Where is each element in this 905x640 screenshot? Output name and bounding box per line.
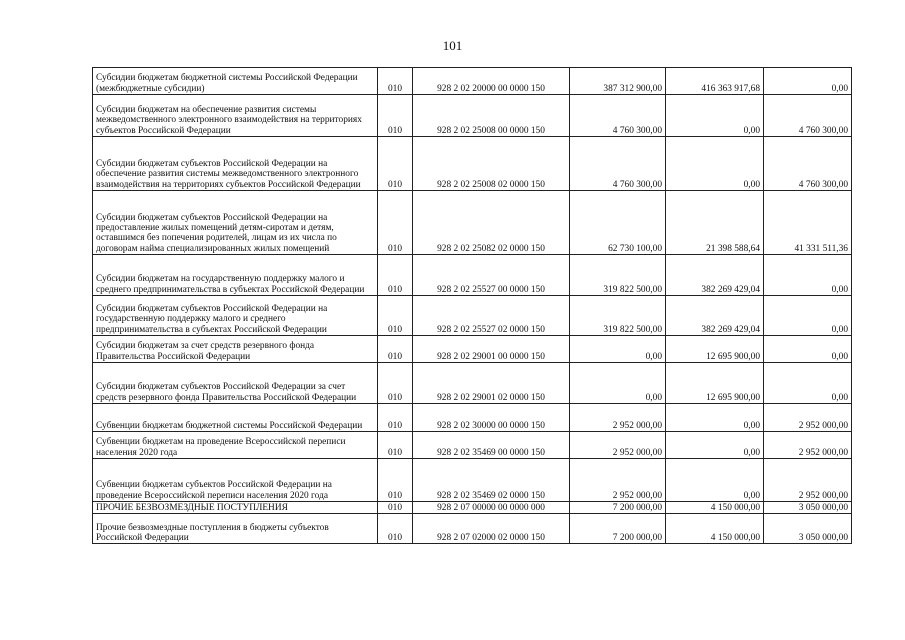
row-value-3: 2 952 000,00 (764, 404, 852, 432)
row-value-3: 0,00 (764, 296, 852, 336)
row-budget-classification-code: 928 2 02 35469 02 0000 150 (413, 459, 570, 502)
row-value-2: 382 269 429,04 (666, 296, 764, 336)
row-description: Субсидии бюджетам субъектов Российской Федерации на обеспечение развития системы межведомственного электронного взаимодействия на территориях субъектов Российской Федерации (93, 137, 378, 191)
row-code: 010 (378, 459, 413, 502)
row-value-2: 0,00 (666, 404, 764, 432)
row-description: Субвенции бюджетам бюджетной системы Российской Федерации (93, 404, 378, 432)
row-code: 010 (378, 255, 413, 296)
row-code: 010 (378, 191, 413, 255)
row-description: Субсидии бюджетам субъектов Российской Федерации на государственную поддержку малого и среднего предпринимательства в субъектах Российской Федерации (93, 296, 378, 336)
row-value-2: 12 695 900,00 (666, 363, 764, 404)
table-row (93, 137, 852, 191)
row-value-1: 4 760 300,00 (570, 137, 666, 191)
row-value-1: 387 312 900,00 (570, 68, 666, 95)
row-value-1: 0,00 (570, 336, 666, 363)
row-value-2: 4 150 000,00 (666, 514, 764, 544)
page-number: 101 (442, 38, 463, 53)
table-row (93, 336, 852, 363)
row-code: 010 (378, 336, 413, 363)
row-value-1: 2 952 000,00 (570, 404, 666, 432)
row-value-1: 319 822 500,00 (570, 296, 666, 336)
row-value-1: 7 200 000,00 (570, 514, 666, 544)
row-budget-classification-code: 928 2 02 29001 00 0000 150 (413, 336, 570, 363)
table-row (93, 255, 852, 296)
row-budget-classification-code: 928 2 02 25082 02 0000 150 (413, 191, 570, 255)
row-budget-classification-code: 928 2 02 35469 00 0000 150 (413, 432, 570, 459)
row-value-3: 4 760 300,00 (764, 95, 852, 137)
row-value-2: 416 363 917,68 (666, 68, 764, 95)
row-code: 010 (378, 432, 413, 459)
row-value-3: 41 331 511,36 (764, 191, 852, 255)
row-value-1: 0,00 (570, 363, 666, 404)
row-description: Прочие безвозмездные поступления в бюджеты субъектов Российской Федерации (93, 514, 378, 544)
table-row (93, 404, 852, 432)
row-code: 010 (378, 296, 413, 336)
row-value-3: 0,00 (764, 255, 852, 296)
row-code: 010 (378, 137, 413, 191)
row-value-1: 319 822 500,00 (570, 255, 666, 296)
row-budget-classification-code: 928 2 02 25527 00 0000 150 (413, 255, 570, 296)
row-value-2: 0,00 (666, 137, 764, 191)
row-budget-classification-code: 928 2 02 25527 02 0000 150 (413, 296, 570, 336)
row-description: Субвенции бюджетам на проведение Всероссийской переписи населения 2020 года (93, 432, 378, 459)
table-row (93, 459, 852, 502)
row-value-3: 4 760 300,00 (764, 137, 852, 191)
row-description: Субсидии бюджетам субъектов Российской Федерации на предоставление жилых помещений детям-сиротам и детям, оставшимся без попечения родителей, лицам из их числа по договорам найма специализированных жилых помещений (93, 191, 378, 255)
row-code: 010 (378, 502, 413, 514)
row-value-2: 0,00 (666, 459, 764, 502)
row-budget-classification-code: 928 2 07 00000 00 0000 000 (413, 502, 570, 514)
row-description: Субсидии бюджетам за счет средств резервного фонда Правительства Российской Федерации (93, 336, 378, 363)
row-description: Субсидии бюджетам на государственную поддержку малого и среднего предпринимательства в субъектах Российской Федерации (93, 255, 378, 296)
row-description: Субсидии бюджетам бюджетной системы Российской Федерации (межбюджетные субсидии) (93, 68, 378, 95)
budget-table-body (93, 68, 852, 544)
row-value-3: 3 050 000,00 (764, 514, 852, 544)
table-row (93, 95, 852, 137)
budget-table (92, 67, 852, 544)
row-code: 010 (378, 95, 413, 137)
row-budget-classification-code: 928 2 02 25008 02 0000 150 (413, 137, 570, 191)
row-value-2: 0,00 (666, 95, 764, 137)
row-value-1: 4 760 300,00 (570, 95, 666, 137)
row-value-2: 21 398 588,64 (666, 191, 764, 255)
row-description: Субсидии бюджетам субъектов Российской Федерации за счет средств резервного фонда Правительства Российской Федерации (93, 363, 378, 404)
table-row (93, 432, 852, 459)
row-budget-classification-code: 928 2 02 30000 00 0000 150 (413, 404, 570, 432)
row-value-2: 4 150 000,00 (666, 502, 764, 514)
row-value-1: 2 952 000,00 (570, 432, 666, 459)
row-value-1: 62 730 100,00 (570, 191, 666, 255)
row-budget-classification-code: 928 2 02 20000 00 0000 150 (413, 68, 570, 95)
row-value-1: 7 200 000,00 (570, 502, 666, 514)
table-row (93, 296, 852, 336)
row-value-2: 12 695 900,00 (666, 336, 764, 363)
row-description: Субвенции бюджетам субъектов Российской Федерации на проведение Всероссийской переписи населения 2020 года (93, 459, 378, 502)
table-row (93, 68, 852, 95)
row-value-2: 382 269 429,04 (666, 255, 764, 296)
table-row (93, 191, 852, 255)
row-code: 010 (378, 404, 413, 432)
row-description: Субсидии бюджетам на обеспечение развития системы межведомственного электронного взаимодействия на территориях субъектов Российской Федерации (93, 95, 378, 137)
row-value-3: 3 050 000,00 (764, 502, 852, 514)
row-code: 010 (378, 363, 413, 404)
row-budget-classification-code: 928 2 02 29001 02 0000 150 (413, 363, 570, 404)
row-description: ПРОЧИЕ БЕЗВОЗМЕЗДНЫЕ ПОСТУПЛЕНИЯ (93, 502, 378, 514)
row-value-1: 2 952 000,00 (570, 459, 666, 502)
row-value-3: 0,00 (764, 336, 852, 363)
row-value-3: 0,00 (764, 68, 852, 95)
row-code: 010 (378, 68, 413, 95)
row-value-3: 2 952 000,00 (764, 459, 852, 502)
table-row (93, 502, 852, 514)
row-budget-classification-code: 928 2 07 02000 02 0000 150 (413, 514, 570, 544)
row-value-3: 0,00 (764, 363, 852, 404)
row-code: 010 (378, 514, 413, 544)
table-row (93, 514, 852, 544)
row-budget-classification-code: 928 2 02 25008 00 0000 150 (413, 95, 570, 137)
table-row (93, 363, 852, 404)
row-value-2: 0,00 (666, 432, 764, 459)
row-value-3: 2 952 000,00 (764, 432, 852, 459)
